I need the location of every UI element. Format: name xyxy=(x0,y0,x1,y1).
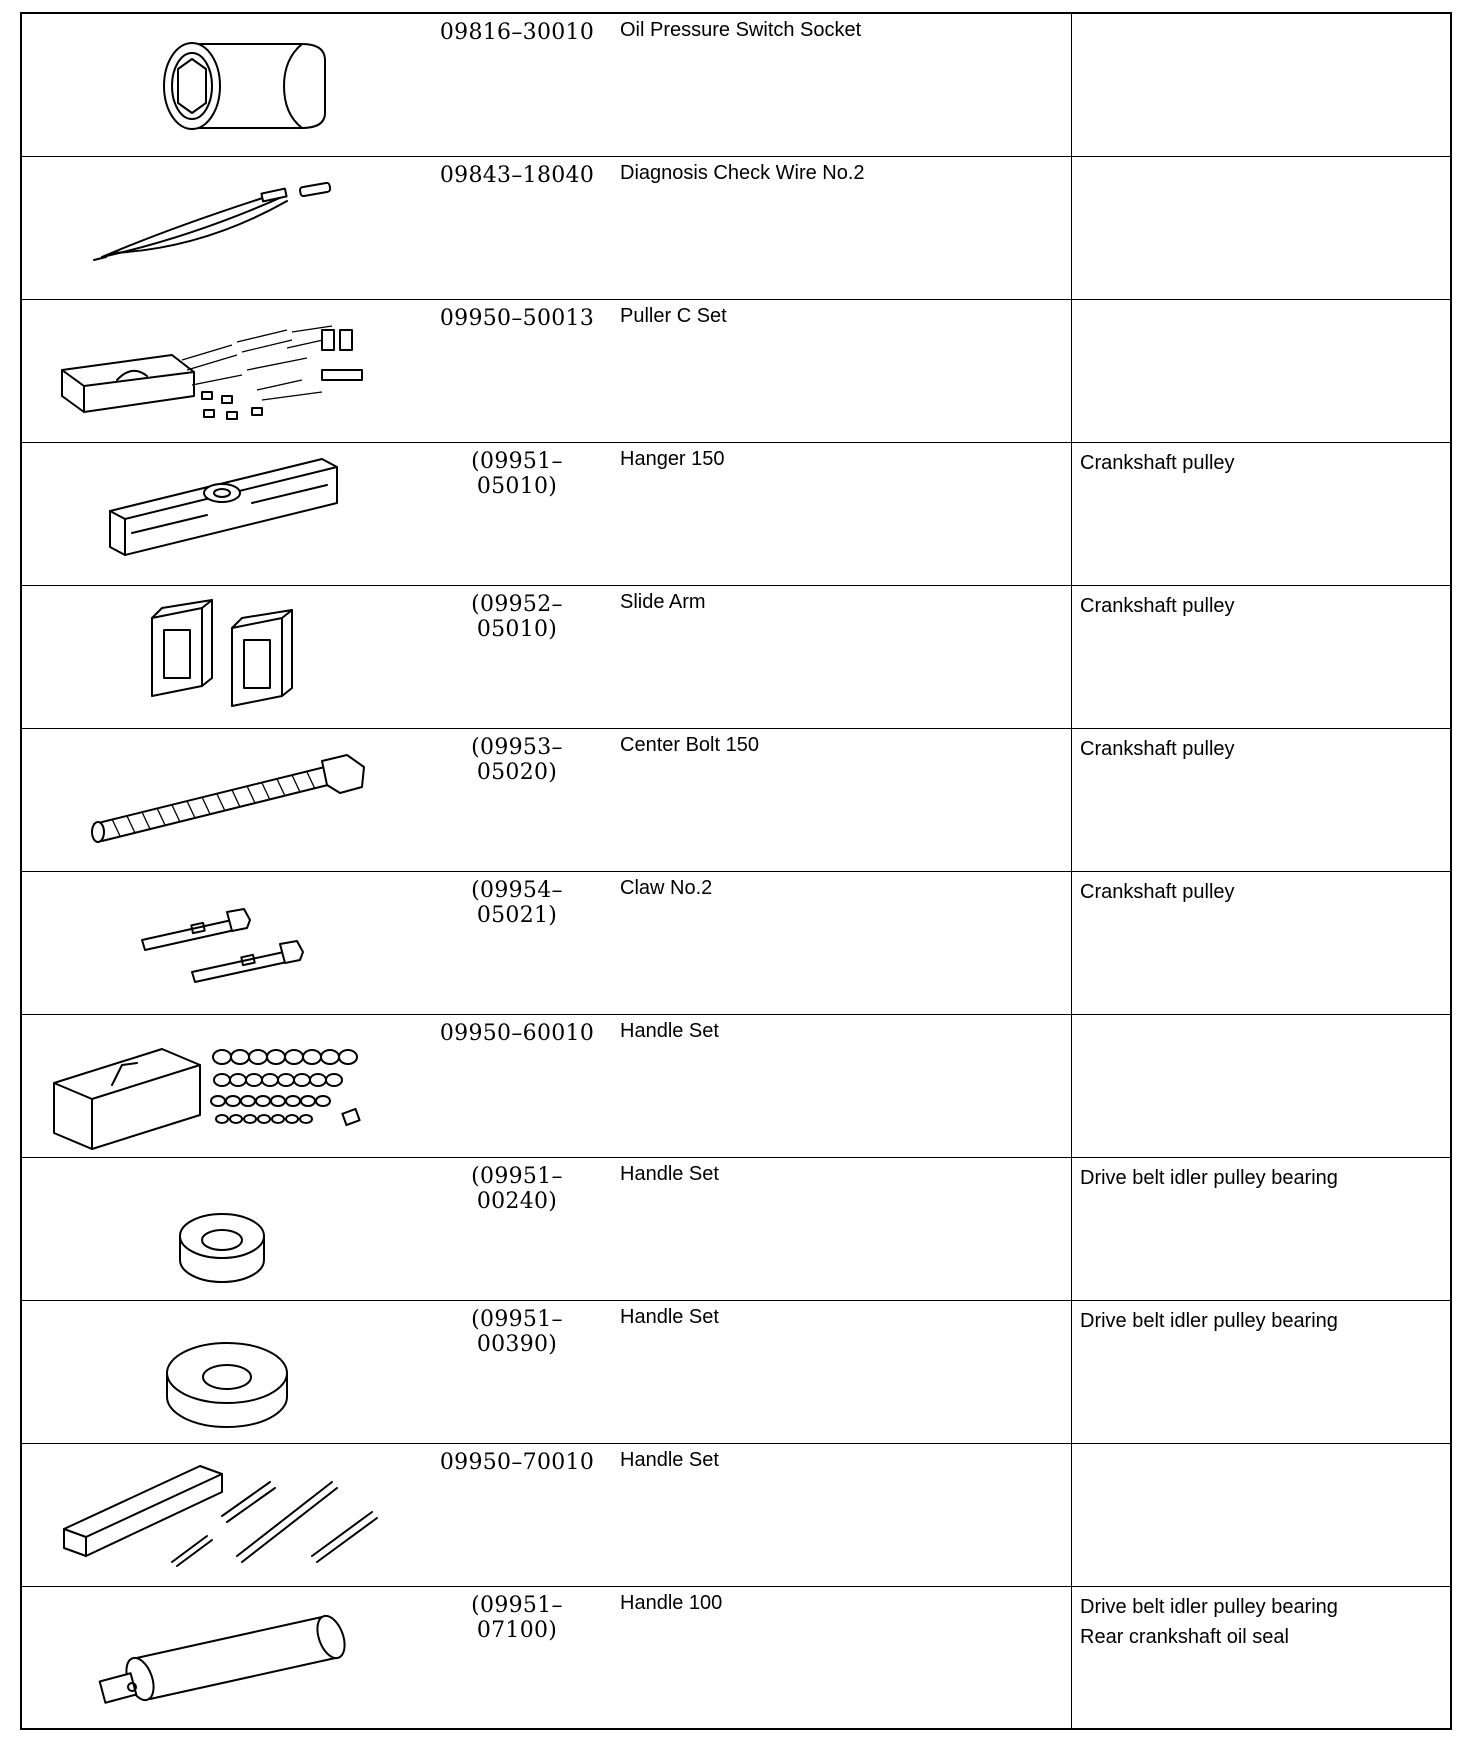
part-name: Puller C Set xyxy=(620,305,727,327)
part-number: (09954–05021) xyxy=(471,878,563,928)
table-row xyxy=(22,586,1450,729)
table-row xyxy=(22,872,1450,1015)
part-name: Handle Set xyxy=(620,1163,719,1185)
column-divider xyxy=(1071,443,1072,585)
part-number: (09951–00390) xyxy=(471,1307,563,1357)
usage-note: Drive belt idler pulley bearing xyxy=(1080,1310,1338,1332)
part-number: 09816–30010 xyxy=(439,20,595,45)
part-name: Diagnosis Check Wire No.2 xyxy=(620,162,865,184)
part-number: (09951–07100) xyxy=(471,1593,563,1643)
part-name: Handle Set xyxy=(620,1020,719,1042)
part-number: 09950–60010 xyxy=(439,1021,595,1046)
replacer-set-icon xyxy=(22,1015,432,1156)
usage-note: Crankshaft pulley xyxy=(1080,452,1235,474)
part-name: Handle Set xyxy=(620,1449,719,1471)
usage-note: Crankshaft pulley xyxy=(1080,738,1235,760)
usage-note: Drive belt idler pulley bearing xyxy=(1080,1167,1338,1189)
special-tools-table xyxy=(20,12,1452,1730)
table-row xyxy=(22,729,1450,872)
part-number: (09953–05020) xyxy=(471,735,563,785)
replacer-small-icon xyxy=(22,1158,432,1299)
replacer-large-icon xyxy=(22,1301,432,1442)
part-name: Center Bolt 150 xyxy=(620,734,759,756)
table-row xyxy=(22,14,1450,157)
table-row xyxy=(22,157,1450,300)
part-name: Handle Set xyxy=(620,1306,719,1328)
part-number: 09950–70010 xyxy=(439,1450,595,1475)
part-number: (09952–05010) xyxy=(471,592,563,642)
usage-note: Crankshaft pulley xyxy=(1080,881,1235,903)
part-number: 09843–18040 xyxy=(439,163,595,188)
table-row xyxy=(22,1158,1450,1301)
part-name: Slide Arm xyxy=(620,591,706,613)
table-row xyxy=(22,300,1450,443)
column-divider xyxy=(1071,157,1072,299)
column-divider xyxy=(1071,1158,1072,1300)
part-name: Claw No.2 xyxy=(620,877,713,899)
part-number: (09951–05010) xyxy=(471,449,563,499)
column-divider xyxy=(1071,1015,1072,1157)
column-divider xyxy=(1071,872,1072,1014)
column-divider xyxy=(1071,300,1072,442)
handle-set-icon xyxy=(22,1444,432,1585)
part-name: Oil Pressure Switch Socket xyxy=(620,19,862,41)
part-number: 09950–50013 xyxy=(439,306,595,331)
table-row xyxy=(22,1015,1450,1158)
socket-icon xyxy=(22,14,432,155)
hanger-icon xyxy=(22,443,432,584)
column-divider xyxy=(1071,1301,1072,1443)
usage-note: Drive belt idler pulley bearing Rear crankshaft oil seal xyxy=(1080,1596,1338,1648)
table-row xyxy=(22,1301,1450,1444)
part-name: Handle 100 xyxy=(620,1592,723,1614)
table-row xyxy=(22,1587,1450,1730)
part-name: Hanger 150 xyxy=(620,448,725,470)
check-wire-icon xyxy=(22,157,432,298)
claw-icon xyxy=(22,872,432,1013)
part-number: (09951–00240) xyxy=(471,1164,563,1214)
slide-arm-icon xyxy=(22,586,432,727)
table-row xyxy=(22,443,1450,586)
table-row xyxy=(22,1444,1450,1587)
column-divider xyxy=(1071,586,1072,728)
usage-note: Crankshaft pulley xyxy=(1080,595,1235,617)
column-divider xyxy=(1071,1587,1072,1730)
puller-set-icon xyxy=(22,300,432,441)
handle-icon xyxy=(22,1587,432,1728)
column-divider xyxy=(1071,14,1072,156)
column-divider xyxy=(1071,1444,1072,1586)
column-divider xyxy=(1071,729,1072,871)
center-bolt-icon xyxy=(22,729,432,870)
